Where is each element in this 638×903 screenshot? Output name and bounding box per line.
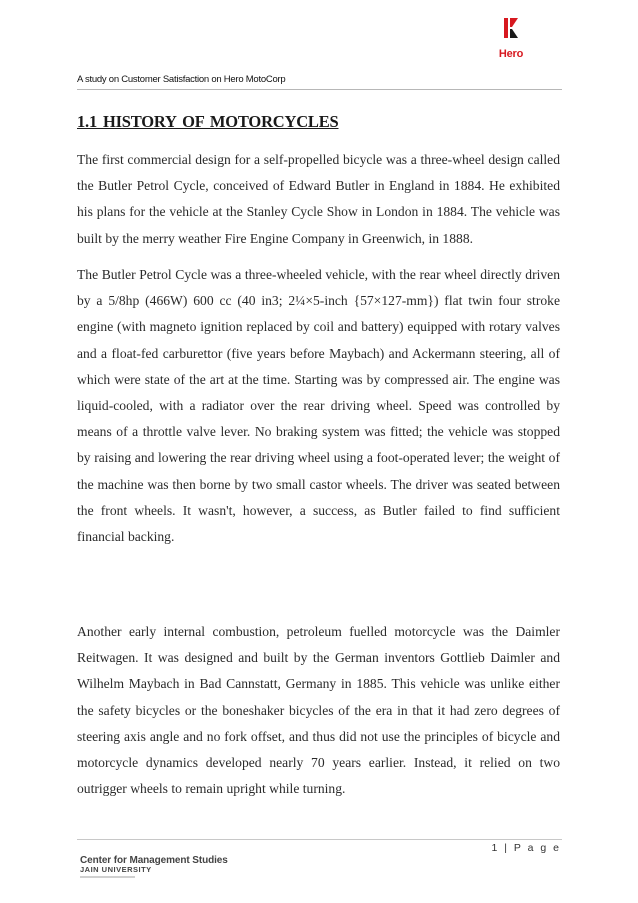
hero-logo <box>491 12 551 74</box>
footer-org-name: Center for Management Studies <box>80 855 228 866</box>
document-header-title: A study on Customer Satisfaction on Hero MotoCorp <box>77 74 286 85</box>
footer-divider <box>77 839 562 840</box>
hero-logo-icon <box>491 12 531 48</box>
page-number: 1 | P a g e <box>491 842 561 854</box>
paragraph-2: The Butler Petrol Cycle was a three-wheeled vehicle, with the rear wheel directly driven by a 5/8hp (466W) 600 cc (40 in3; 2¼×5-inch {57×127-mm}) flat twin four stroke engine (with magneto ignition replaced by coil and battery) equipped with rotary valves and a float-fed carburettor (five years before Maybach) and Ackermann steering, all of which were state of the art at the time. Starting was by compressed air. The engine was liquid-cooled, with a radiator over the rear driving wheel. Speed was controlled by means of a throttle valve lever. No braking system was fitted; the vehicle was stopped by raising and lowering the rear driving wheel using a foot-operated lever; the weight of the machine was then borne by two small castor wheels. The driver was seated between the front wheels. It wasn't, however, a success, as Butler failed to find sufficient financial backing. <box>77 267 560 545</box>
header-divider <box>77 89 562 90</box>
paragraph-1: The first commercial design for a self-propelled bicycle was a three-wheel design called the Butler Petrol Cycle, conceived of Edward Butler in England in 1884. He exhibited his plans for the vehicle at the Stanley Cycle Show in London in 1884. The vehicle was built by the merry weather Fire Engine Company in Greenwich, in 1888. <box>77 152 560 246</box>
paragraph-3: Another early internal combustion, petroleum fuelled motorcycle was the Daimler Reitwagen. It was designed and built by the German inventors Gottlieb Daimler and Wilhelm Maybach in Bad Cannstatt, Germany in 1885. This vehicle was unlike either the safety bicycles or the boneshaker bicycles of the era in that it had zero degrees of steering axis angle and no fork offset, and thus did not use the principles of bicycle and motorcycle dynamics developed nearly 70 years earlier. Instead, it relied on two outrigger wheels to remain upright while turning. <box>77 624 560 797</box>
footer-university-name: JAIN UNIVERSITY <box>80 865 152 874</box>
footer-org-logo <box>80 855 228 878</box>
section-heading: 1.1 HISTORY OF MOTORCYCLES <box>77 112 339 131</box>
footer-tagline-bar <box>80 876 135 878</box>
logo-wordmark: Hero <box>498 48 524 60</box>
